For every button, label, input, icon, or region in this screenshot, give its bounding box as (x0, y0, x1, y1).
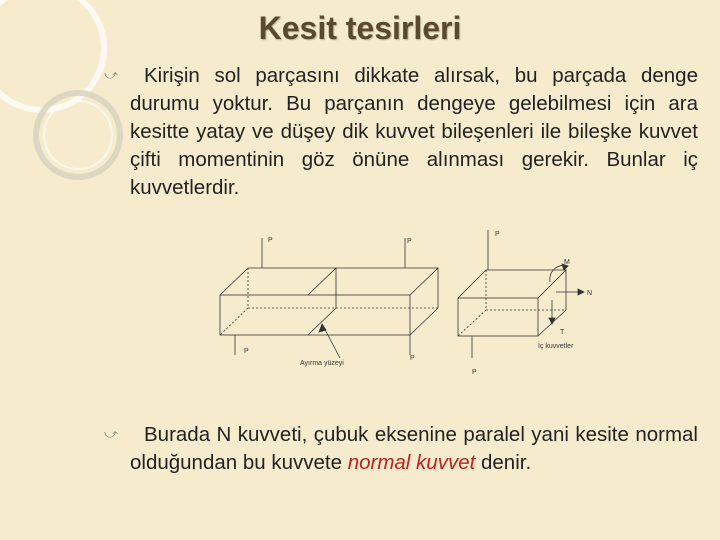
emphasis-normal-kuvvet: normal kuvvet (347, 451, 476, 474)
normal-force-label: N (587, 290, 593, 297)
load-label-left-1: P (268, 237, 273, 244)
curved-arrow-bullet-icon: ⤻ (104, 68, 118, 83)
load-label-left-2: P (407, 238, 412, 245)
paragraph-2 (130, 421, 698, 477)
support-label-left-1: P (244, 348, 249, 355)
curved-arrow-bullet-icon: ⤻ (104, 427, 118, 442)
paragraph-1 (130, 62, 698, 202)
shear-force-label: T (560, 329, 565, 336)
separation-surface-label: Ayırma yüzeyi (300, 360, 344, 367)
page-title: Kesit tesirleri (258, 10, 462, 46)
support-label-left-2: P (410, 355, 415, 362)
internal-forces-label: İç kuvvetler (538, 343, 574, 350)
paragraph-2-text: Burada N kuvveti, çubuk eksenine paralel yani kesite normal olduğundan bu kuvvete (130, 423, 698, 474)
paragraph-1-text: Kirişin sol parçasını dikkate alırsak, bu parçada denge durumu yoktur. Bu parçanın dengeye gelebilmesi için ara kesitte yatay ve düşey dik kuvvet bileşenleri ile bileşke kuvvet çifti momentinin göz önüne alınması gerekir. Bunlar iç kuvvetlerdir. (130, 64, 698, 199)
support-label-right: P (472, 369, 477, 376)
paragraph-2-end: denir. (475, 451, 532, 474)
moment-label: M (564, 259, 570, 266)
load-label-right: P (495, 231, 500, 238)
beam-section-diagram (200, 220, 610, 390)
